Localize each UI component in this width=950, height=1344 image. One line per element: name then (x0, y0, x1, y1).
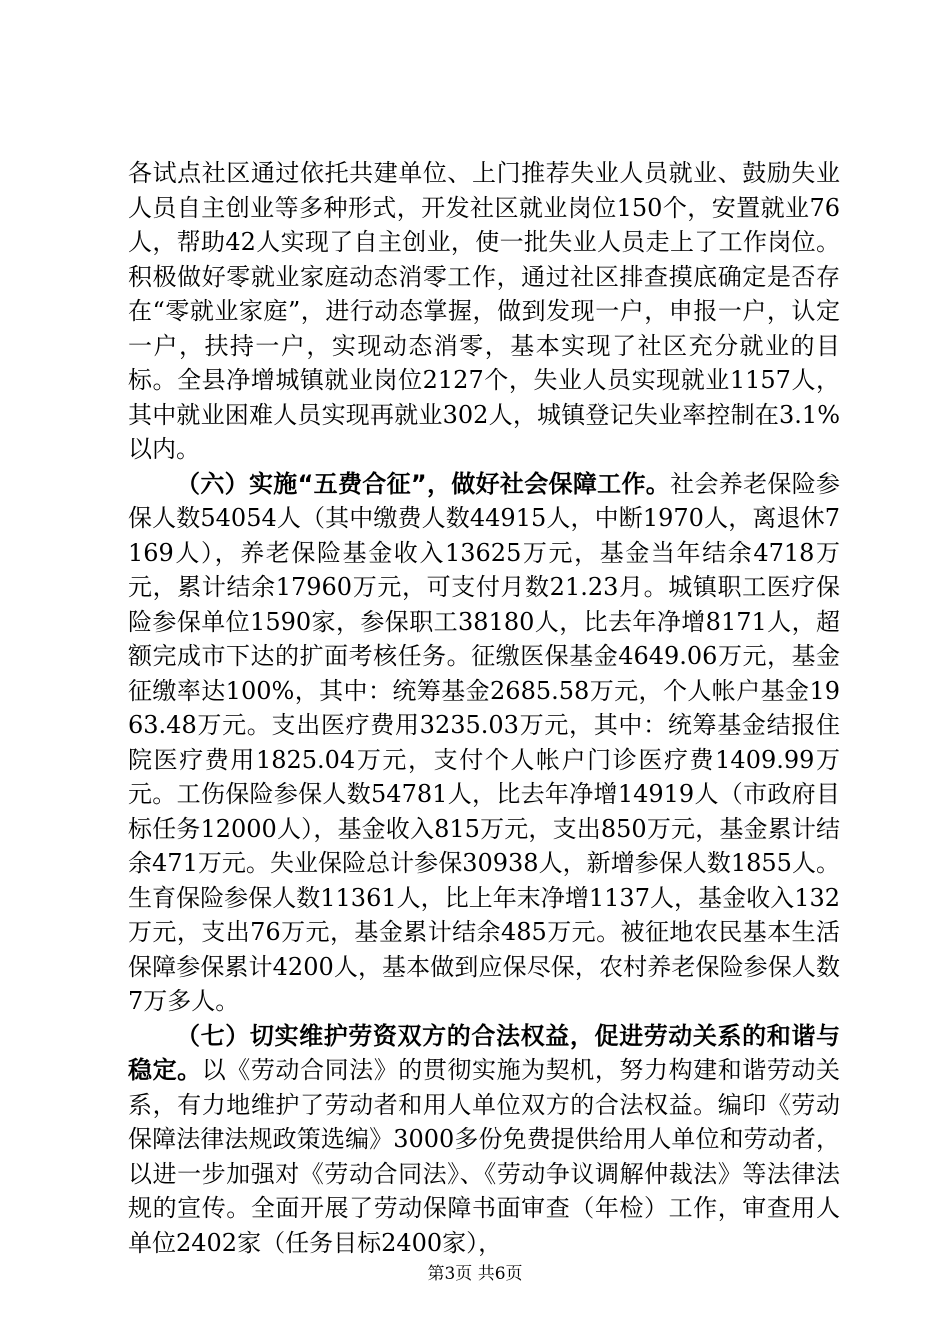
paragraph-labor-relations (128, 1019, 840, 1261)
paragraph-text: 社会养老保险参保人数54054人（其中缴费人数44915人，中断1970人，离退休7169人），养老保险基金收入13625万元，基金当年结余4718万元，累计结余17960万元，可支付月数21.23月。城镇职工医疗保险参保单位1590家，参保职工38180人，比去年净增8171人，超额完成市下达的扩面考核任务。征缴医保基金4649.06万元，基金征缴率达100%，其中：统筹基金2685.58万元，个人帐户基金1963.48万元。支出医疗费用3235.03万元，其中：统筹基金结报住院医疗费用1825.04万元，支付个人帐户门诊医疗费1409.99万元。工伤保险参保人数54781人，比去年净增14919人（市政府目标任务12000人），基金收入815万元，支出850万元，基金累计结余471万元。失业保险总计参保30938人，新增参保人数1855人。生育保险参保人数11361人，比上年末净增1137人，基金收入132万元，支出76万元，基金累计结余485万元。被征地农民基本生活保障参保累计4200人，基本做到应保尽保，农村养老保险参保人数7万多人。 (128, 469, 841, 1015)
page-number-label: 第3页 共6页 (427, 1264, 523, 1284)
paragraph-text: 以《劳动合同法》的贯彻实施为契机，努力构建和谐劳动关系，有力地维护了劳动者和用人单位双方的合法权益。编印《劳动保障法律法规政策选编》3000多份免费提供给用人单位和劳动者，以进一步加强对《劳动合同法》、《劳动争议调解仲裁法》等法律法规的宣传。全面开展了劳动保障书面审查（年检）工作，审查用人单位2402家（任务目标2400家）， (128, 1056, 841, 1257)
section-heading-seven: （七）切实维护劳资双方的合法权益，促进劳动关系的和谐与稳定。 (128, 1021, 840, 1084)
paragraph-continuation (128, 156, 840, 467)
paragraph-text: 各试点社区通过依托共建单位、上门推荐失业人员就业、鼓励失业人员自主创业等多种形式，开发社区就业岗位150个，安置就业76人，帮助42人实现了自主创业，使一批失业人员走上了工作岗位。积极做好零就业家庭动态消零工作，通过社区排查摸底确定是否存在“零就业家庭”，进行动态掌握，做到发现一户，申报一户，认定一户，扶持一户，实现动态消零，基本实现了社区充分就业的目标。全县净增城镇就业岗位2127个，失业人员实现就业1157人，其中就业困难人员实现再就业302人，城镇登记失业率控制在3.1%以内。 (128, 159, 840, 463)
paragraph-social-security (128, 467, 840, 1019)
section-heading-six: （六）实施“五费合征”，做好社会保障工作。 (176, 469, 671, 498)
page-footer (0, 1263, 950, 1285)
document-body (128, 156, 840, 1260)
